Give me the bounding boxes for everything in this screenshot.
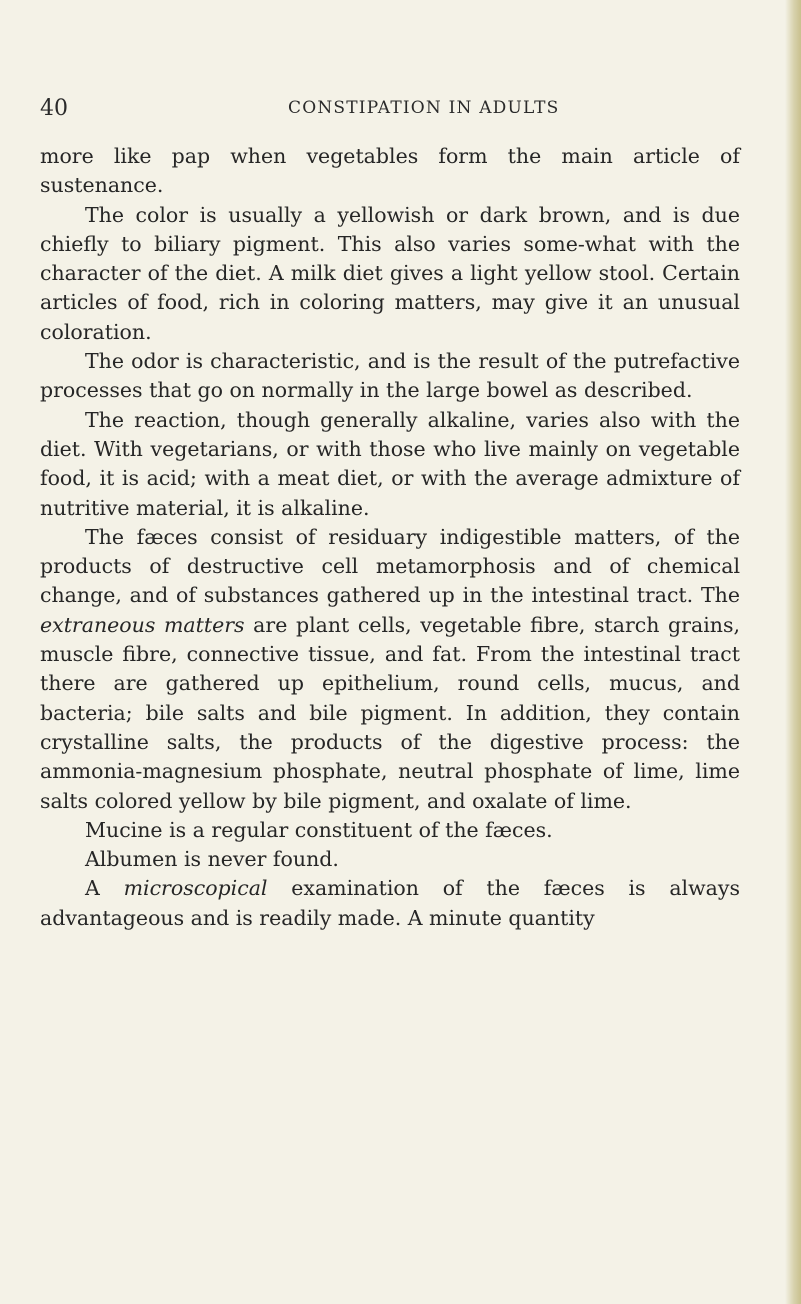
paragraph-albumen: Albumen is never found.	[85, 847, 339, 872]
paragraph-sustenance: more like pap when vegetables form the main article of sustenance.	[40, 144, 740, 198]
paragraph-mucine: Mucine is a regular constituent of the fæces.	[85, 817, 553, 842]
microscopical-text-end: examination of the fæces is always advantageous and is readily made. A minute quantity	[40, 876, 740, 930]
microscopical-text-start: A	[85, 876, 124, 901]
extraneous-matters-term: extraneous matters	[40, 612, 245, 637]
paragraph-color: The color is usually a yellowish or dark brown, and is due chiefly to biliary pigment. This also varies some-what with the character of the diet. A milk diet gives a light yellow stool. Certain articles of food, rich in coloring matters, may give it an unusual coloration.	[40, 202, 740, 344]
microscopical-term: microscopical	[123, 876, 268, 901]
paragraph-faeces-constituents	[40, 523, 740, 816]
faeces-text-start: The fæces consist of residuary indigestible matters, of the products of destructive cell metamorphosis and of chemical change, and of substances gathered up in the intestinal tract. The	[40, 524, 740, 608]
page-header	[40, 96, 580, 136]
body-text	[40, 142, 740, 933]
paragraph-microscopical	[40, 874, 740, 933]
paragraph-reaction: The reaction, though generally alkaline, varies also with the diet. With vegetarians, or with those who live mainly on vegetable food, it is acid; with a meat diet, or with the average admixture of nutritive material, it is alkaline.	[40, 407, 740, 520]
running-title: CONSTIPATION IN ADULTS	[288, 98, 560, 118]
faeces-text-end: are plant cells, vegetable fibre, starch grains, muscle fibre, connective tissue, and fat. From the intestinal tract there are gathered up epithelium, round cells, mucus, and bacteria; bile salts and bile pigment. In addition, they contain crystalline salts, the products of the digestive process: the ammonia-magnesium phosphate, neutral phosphate of lime, lime salts colored yellow by bile pigment, and oxalate of lime.	[40, 612, 740, 813]
page-number: 40	[40, 96, 68, 121]
paragraph-odor: The odor is characteristic, and is the result of the putrefactive processes that go on normally in the large bowel as described.	[40, 349, 740, 403]
page-edge-shadow	[785, 0, 801, 1304]
